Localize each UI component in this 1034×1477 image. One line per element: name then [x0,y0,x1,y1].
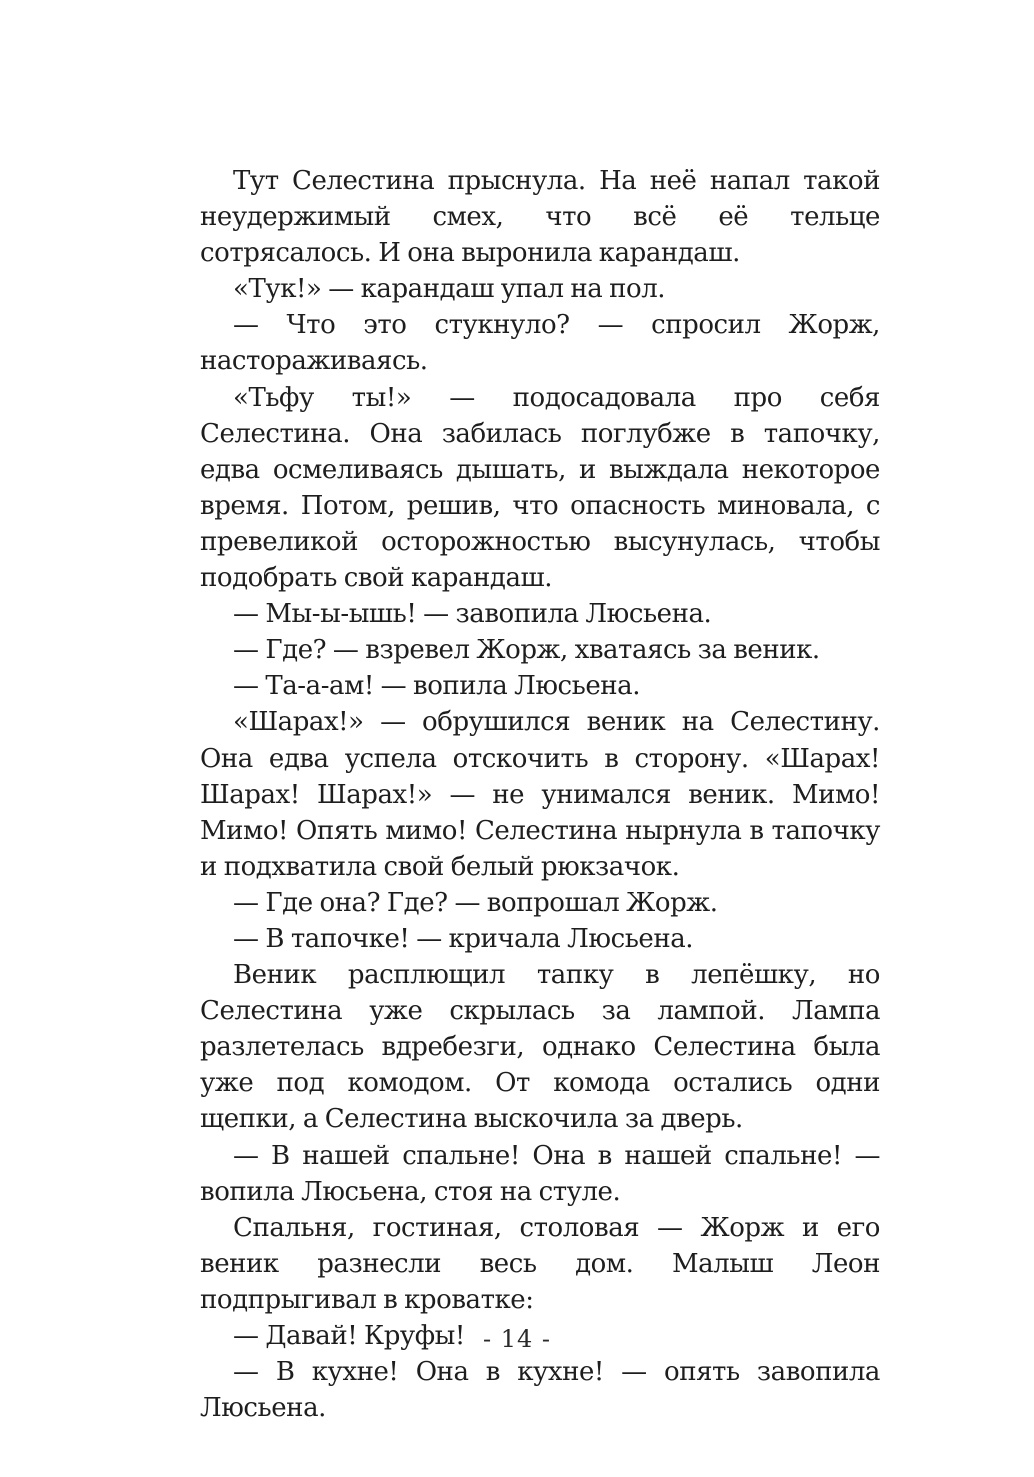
paragraph: Веник расплющил тапку в лепёшку, но Селестина уже скрылась за лампой. Лампа разлетелась вдребезги, однако Селестина была уже под комодом. От комода остались одни щепки, а Селестина выскочила за дверь. [200,960,880,1135]
paragraph: — Та-а-ам! — вопила Люсьена. [233,671,641,702]
paragraph: — Где она? Где? — вопрошал Жорж. [233,887,718,918]
paragraph: — Мы-ы-ышь! — завопила Люсьена. [233,599,712,630]
paragraph: — Где? — взревел Жорж, хватаясь за веник. [233,635,820,666]
paragraph: — Что это стукнуло? — спросил Жорж, настораживаясь. [200,310,880,377]
paragraph: Тут Селестина прыснула. На неё напал такой неудержимый смех, что всё её тельце сотрясалось. И она выронила карандаш. [200,166,880,269]
paragraph: «Тук!» — карандаш упал на пол. [233,274,666,305]
paragraph: — В кухне! Она в кухне! — опять завопила Люсьена. [200,1357,880,1424]
paragraph: — В тапочке! — кричала Люсьена. [233,923,694,954]
paragraph: Спальня, гостиная, столовая — Жорж и его веник разнесли весь дом. Малыш Леон подпрыгивал в кроватке: [200,1212,880,1315]
paragraph: «Тьфу ты!» — подосадовала про себя Селестина. Она забилась поглубже в тапочку, едва осмеливаясь дышать, и выждала некоторое время. Потом, решив, что опасность миновала, с превеликой осторожностью высунулась, чтобы подобрать свой карандаш. [200,382,880,594]
body-text [200,163,880,1426]
paragraph: — Давай! Круфы! [233,1321,465,1351]
page-number: - 14 - [482,1325,551,1353]
paragraph: «Шарах!» — обрушился веник на Селестину. Она едва успела отскочить в сторону. «Шарах! Шарах! Шарах!» — не унимался веник. Мимо! Мимо! Опять мимо! Селестина нырнула в тапочку и подхватила свой белый рюкзачок. [200,707,880,882]
paragraph: — В нашей спальне! Она в нашей спальне! — вопила Люсьена, стоя на стуле. [200,1140,880,1207]
